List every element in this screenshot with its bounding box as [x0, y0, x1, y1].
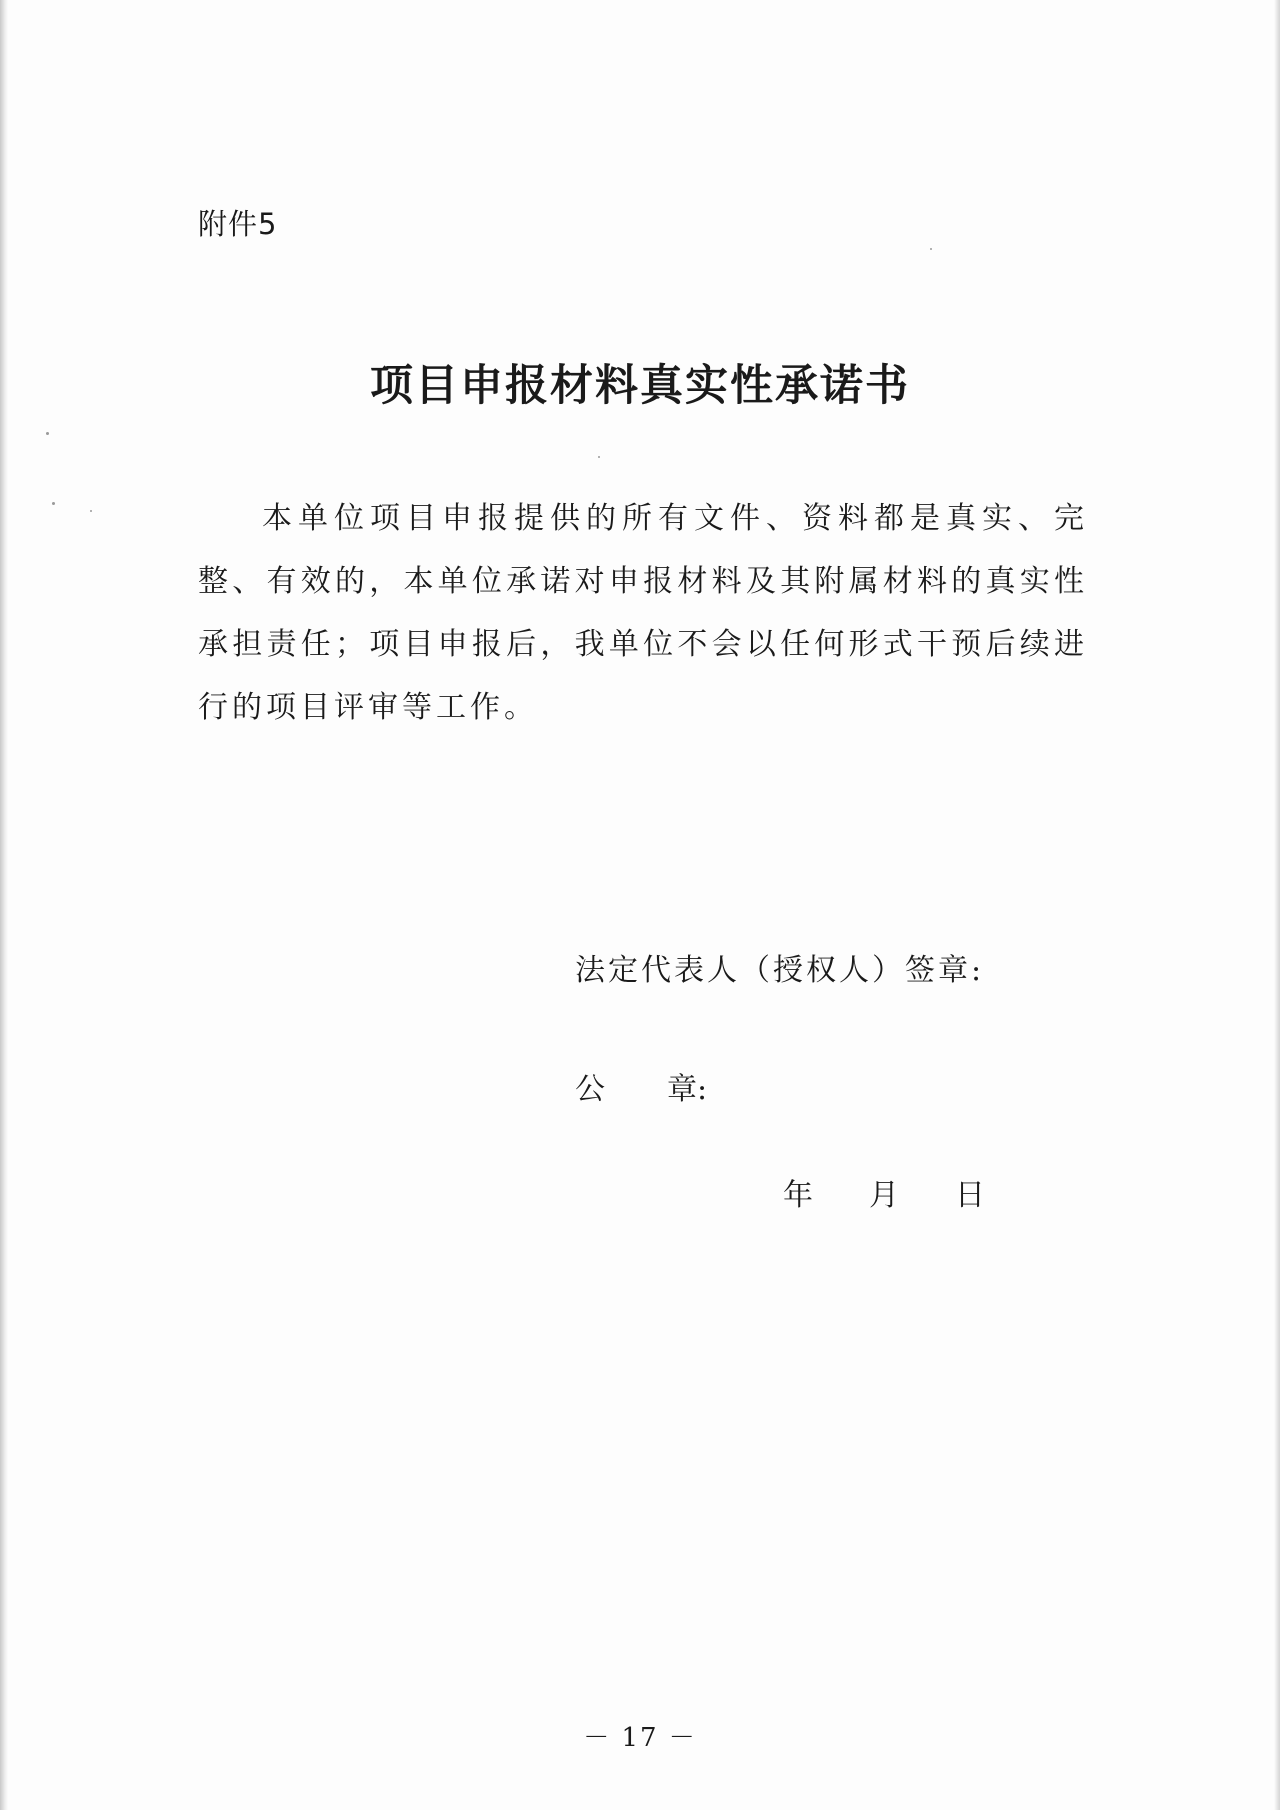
date-day: 日: [955, 1178, 985, 1213]
document-title: 项目申报材料真实性承诺书: [370, 361, 910, 411]
date-year: 年: [783, 1178, 813, 1213]
commitment-paragraph: 本单位项目申报提供的所有文件、资料都是真实、完整、有效的，本单位承诺对申报材料及其附属材料的真实性承担责任；项目申报后，我单位不会以任何形式干预后续进行的项目评审等工作。: [198, 501, 1088, 725]
scan-speck: [90, 510, 92, 512]
scan-speck: [598, 456, 600, 458]
official-seal-label: [575, 1064, 707, 1108]
representative-signature-label: 法定代表人（授权人）签章:: [575, 953, 985, 988]
attachment-label: 附件5: [198, 207, 278, 241]
scan-edge-left: [0, 0, 8, 1810]
scan-edge-right: [1274, 0, 1280, 1810]
seal-char-1: 公: [575, 1072, 605, 1107]
date-line: [783, 1170, 985, 1214]
page-number: － 17 －: [583, 1723, 697, 1753]
scan-speck: [930, 248, 932, 250]
scan-speck: [46, 432, 49, 435]
seal-char-2: 章:: [667, 1072, 708, 1107]
date-month: 月: [869, 1178, 899, 1213]
scan-speck: [52, 502, 55, 505]
